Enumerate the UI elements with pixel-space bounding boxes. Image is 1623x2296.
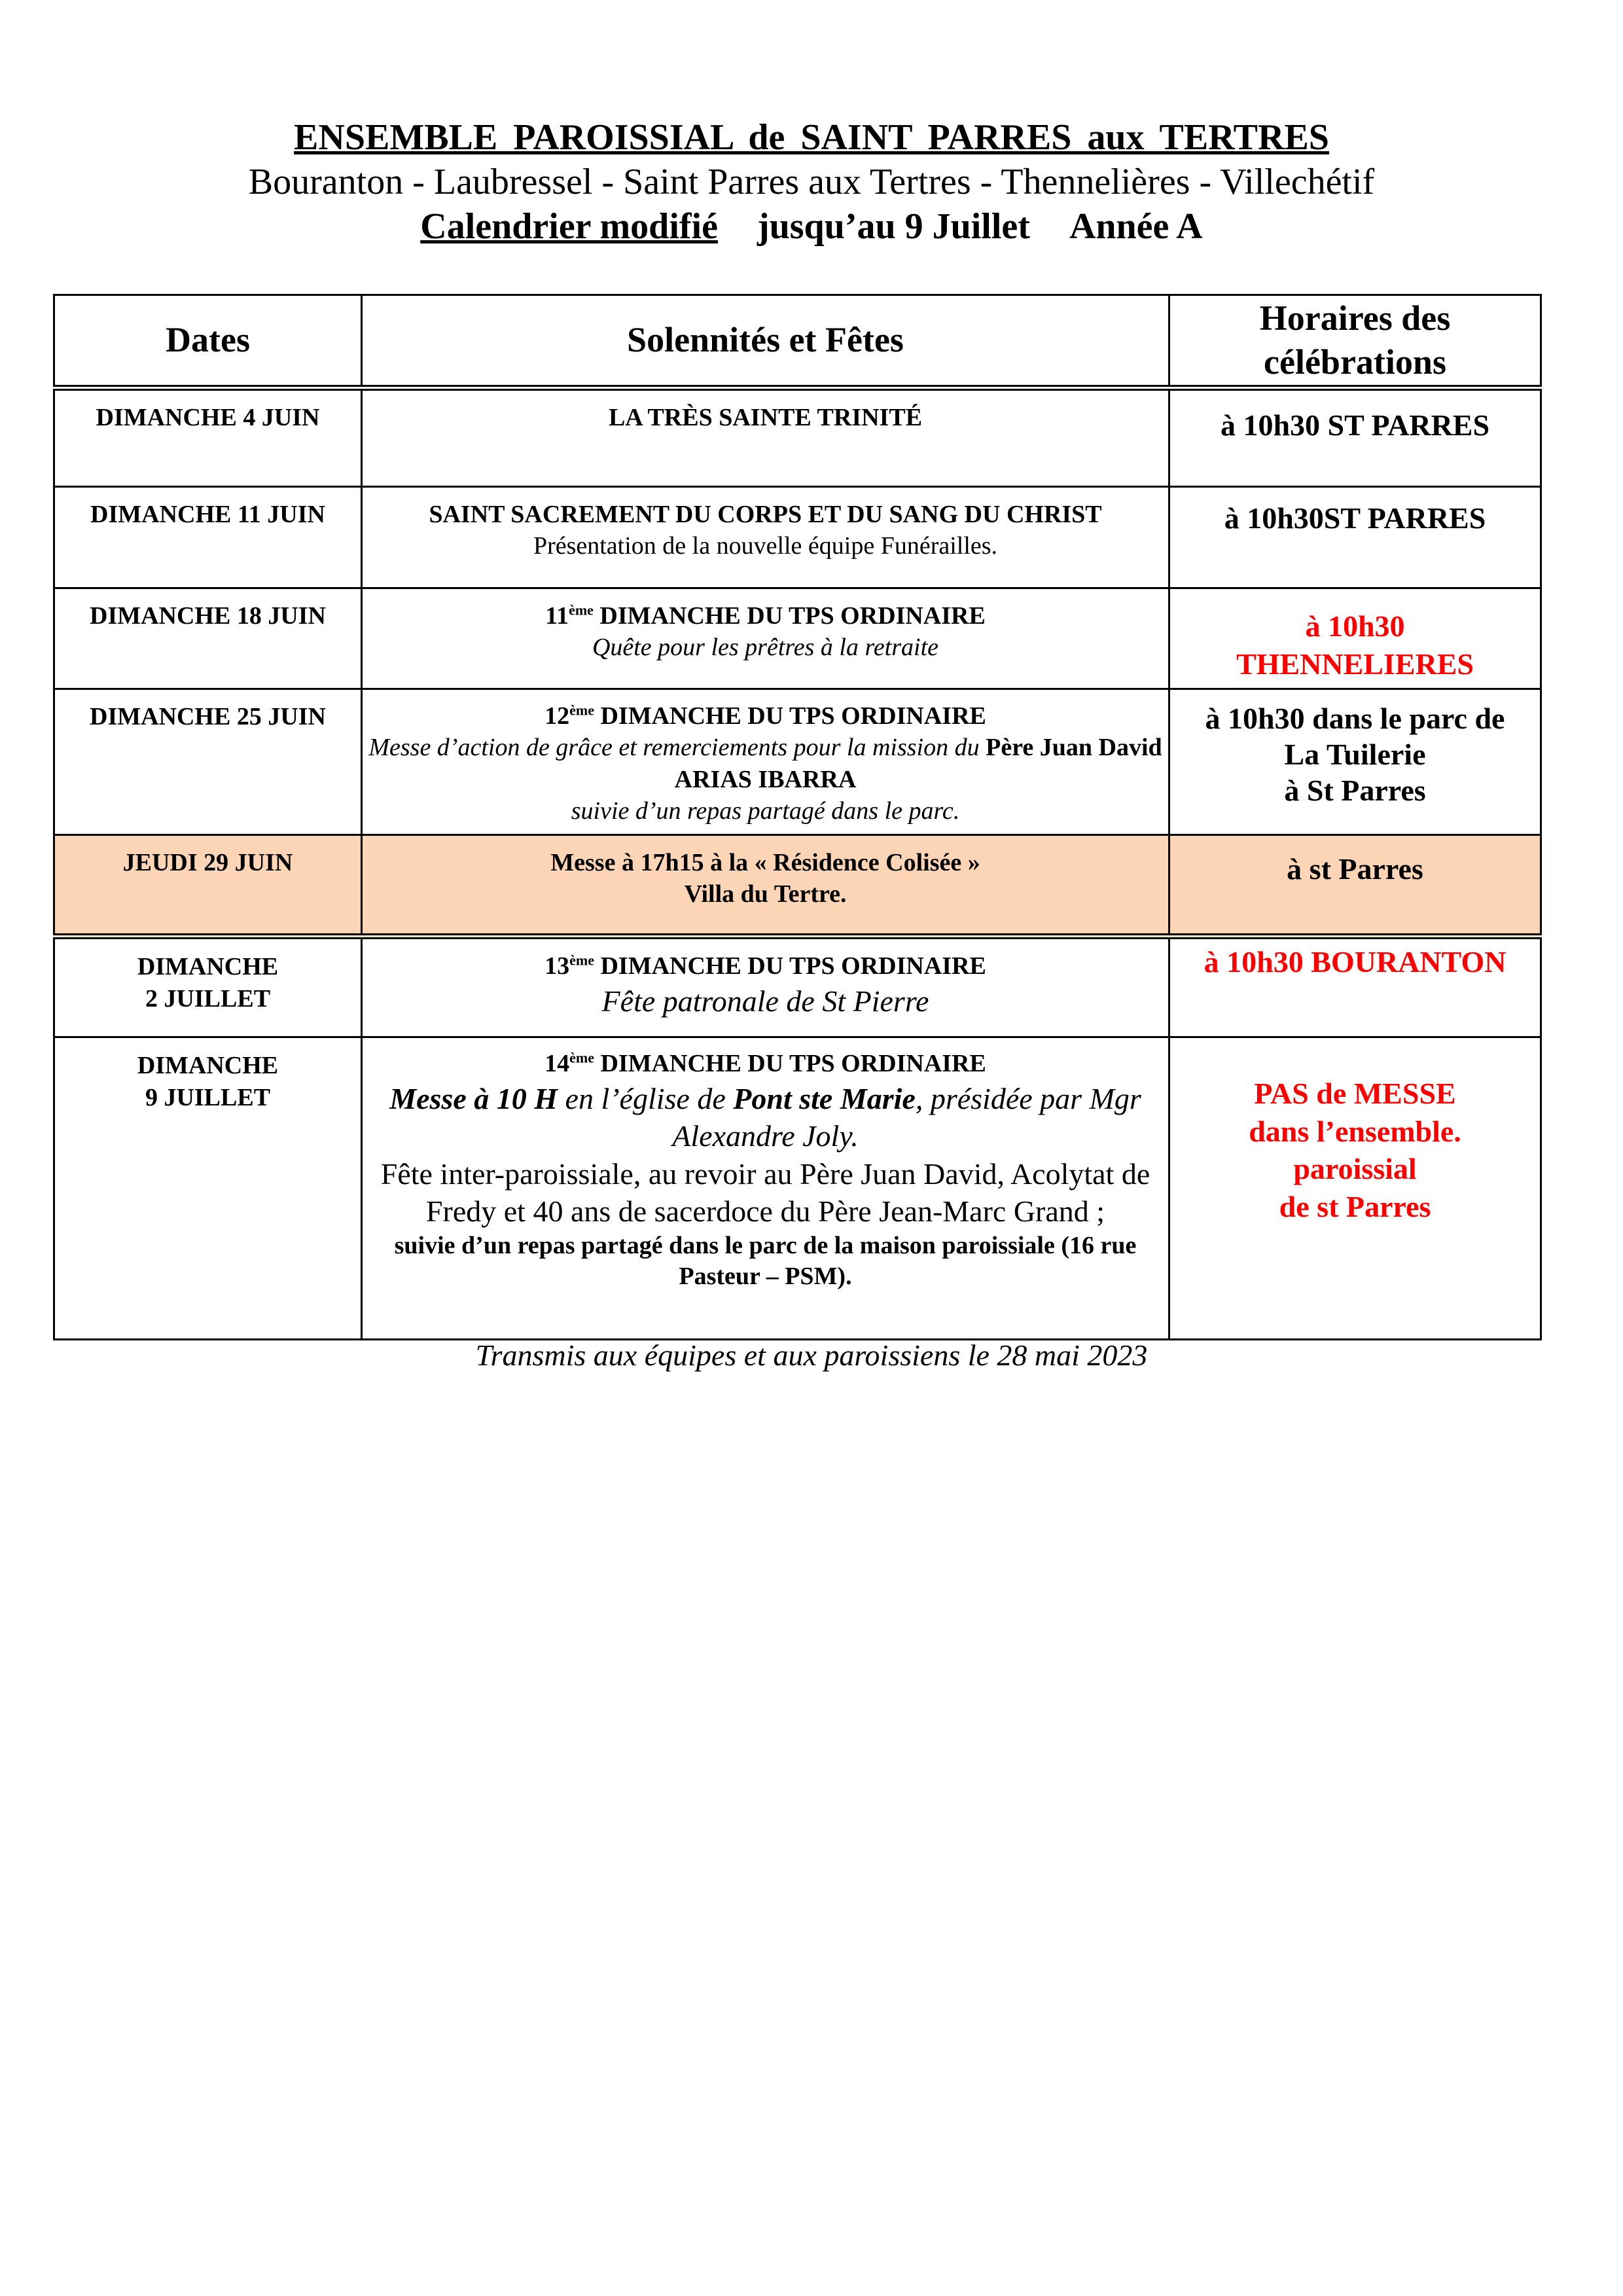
meal-note: suivie d’un repas partagé dans le parc de la maison paroissiale (16 rue Pasteur – PSM).	[394, 1231, 1137, 1290]
table-header-row	[54, 295, 1541, 388]
row-time: à st Parres	[1169, 835, 1541, 937]
time-line-3: paroissial	[1293, 1152, 1417, 1185]
row-date: DIMANCHE 18 JUIN	[54, 588, 362, 689]
location-line: La Tuilerie	[1284, 738, 1426, 772]
row-feast	[362, 487, 1169, 588]
feast-title: DIMANCHE DU TPS ORDINAIRE	[594, 1050, 986, 1077]
time-line: PAS de MESSE	[1254, 1077, 1456, 1110]
row-date: DIMANCHE 4 JUIN	[54, 388, 362, 487]
location-line-2: à St Parres	[1284, 774, 1426, 808]
table-row	[54, 1037, 1541, 1340]
feast-title: SAINT SACREMENT DU CORPS ET DU SANG DU CHRIST	[429, 501, 1102, 528]
row-time: à 10h30 ST PARRES	[1169, 388, 1541, 487]
row-feast	[362, 1037, 1169, 1340]
time-line-4: de st Parres	[1279, 1189, 1431, 1223]
ordinal-suffix: ème	[569, 1049, 594, 1066]
liturgical-year: Année A	[1069, 206, 1203, 247]
row-time: à 10h30 BOURANTON	[1169, 937, 1541, 1037]
date-line-2: 9 JUILLET	[145, 1084, 271, 1112]
row-feast	[362, 689, 1169, 835]
feast-note-2: suivie d’un repas partagé dans le parc.	[571, 797, 960, 825]
priest-name: Père Juan David ARIAS IBARRA	[674, 734, 1162, 793]
row-time	[1169, 588, 1541, 689]
location-line: THENNELIERES	[1236, 647, 1474, 681]
date-line-2: 2 JUILLET	[145, 985, 271, 1013]
calendar-subtitle	[0, 206, 1623, 247]
mass-text: en l’église de	[558, 1081, 734, 1115]
feast-number: 12	[544, 702, 570, 730]
feast-number: 11	[545, 602, 569, 630]
row-time	[1169, 689, 1541, 835]
row-feast	[362, 588, 1169, 689]
date-line: DIMANCHE	[137, 953, 279, 980]
table-row	[54, 689, 1541, 835]
row-date	[54, 1037, 362, 1340]
row-feast	[362, 937, 1169, 1037]
row-time: à 10h30ST PARRES	[1169, 487, 1541, 588]
mass-time: Messe à 10 H	[389, 1081, 558, 1115]
column-header-feasts: Solennités et Fêtes	[362, 295, 1169, 388]
feast-title: DIMANCHE DU TPS ORDINAIRE	[593, 602, 986, 630]
feast-note: Quête pour les prêtres à la retraite	[592, 633, 939, 661]
schedule-table	[53, 294, 1542, 1340]
time-line-2: dans l’ensemble.	[1249, 1114, 1461, 1148]
row-time	[1169, 1037, 1541, 1340]
table-row	[54, 937, 1541, 1037]
row-date: DIMANCHE 11 JUIN	[54, 487, 362, 588]
transmission-note: Transmis aux équipes et aux paroissiens le 28 mai 2023	[475, 1338, 1148, 1372]
feast-title: DIMANCHE DU TPS ORDINAIRE	[594, 702, 986, 730]
feast-number: 14	[544, 1050, 570, 1077]
celebration-note: Fête inter-paroissiale, au revoir au Père Juan David, Acolytat de Fredy et 40 ans de sacerdoce du Père Jean-Marc Grand ;	[380, 1157, 1150, 1228]
time-line: à 10h30	[1305, 609, 1405, 643]
feast-note: Présentation de la nouvelle équipe Funérailles.	[533, 531, 998, 560]
row-feast: LA TRÈS SAINTE TRINITÉ	[362, 388, 1169, 487]
feast-title: DIMANCHE DU TPS ORDINAIRE	[594, 952, 986, 980]
document-title: ENSEMBLE PAROISSIAL de SAINT PARRES aux TERTRES	[294, 117, 1329, 158]
table-row-highlighted	[54, 835, 1541, 937]
church-name: Pont ste Marie	[733, 1081, 916, 1115]
feast-note: Messe d’action de grâce et remerciements pour la mission du	[368, 734, 986, 762]
ordinal-suffix: ème	[569, 601, 594, 619]
villages-subtitle: Bouranton - Laubressel - Saint Parres aux Tertres - Thennelières - Villechétif	[248, 162, 1375, 202]
table-row	[54, 388, 1541, 487]
feast-note: Fête patronale de St Pierre	[601, 984, 929, 1018]
time-line: à 10h30 dans le parc de	[1205, 702, 1505, 735]
table-row	[54, 588, 1541, 689]
ordinal-suffix: ème	[569, 952, 594, 969]
column-header-dates: Dates	[54, 295, 362, 388]
calendar-label: Calendrier modifié	[420, 206, 718, 247]
feast-title: Messe à 17h15 à la « Résidence Colisée »	[550, 849, 980, 876]
table-row	[54, 487, 1541, 588]
feast-note: Villa du Tertre.	[684, 880, 847, 908]
column-header-times: Horaires des célébrations	[1169, 295, 1541, 388]
row-date	[54, 937, 362, 1037]
mass-presider: , présidée par Mgr Alexandre Joly.	[672, 1081, 1141, 1153]
row-feast	[362, 835, 1169, 937]
row-date: JEUDI 29 JUIN	[54, 835, 362, 937]
date-line: DIMANCHE	[137, 1052, 279, 1079]
until-date: jusqu’au 9 Juillet	[757, 206, 1030, 247]
ordinal-suffix: ème	[569, 702, 594, 719]
feast-number: 13	[544, 952, 570, 980]
row-date: DIMANCHE 25 JUIN	[54, 689, 362, 835]
